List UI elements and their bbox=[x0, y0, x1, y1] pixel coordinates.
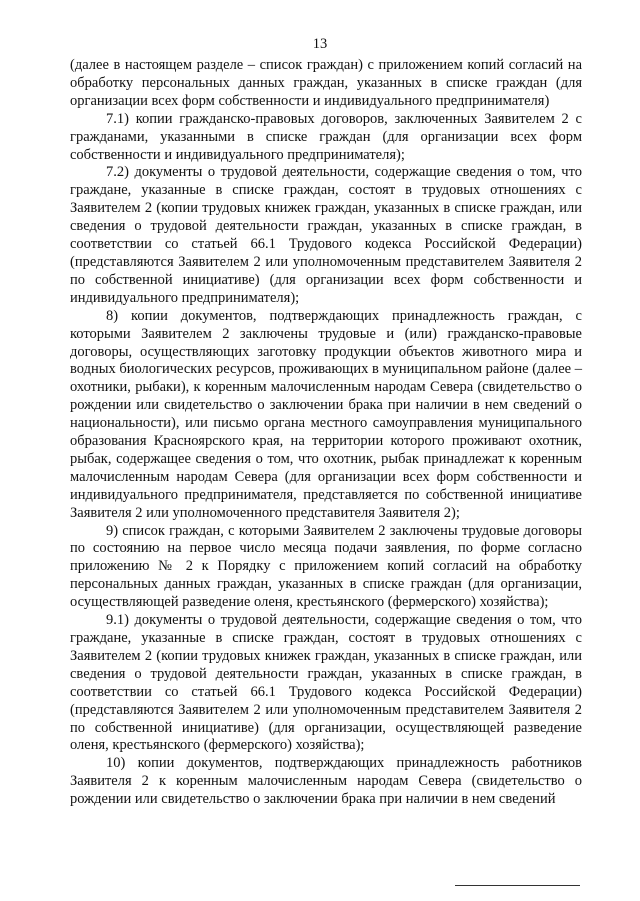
page-body bbox=[70, 57, 582, 809]
paragraph-continuation: (далее в настоящем разделе – список граждан) с приложением копий согласий на обработку персональных данных граждан, указанных в списке граждан (для организации всех форм собственности и индивидуального предпринимателя) bbox=[70, 57, 582, 109]
paragraph-item-7-2: 7.2) документы о трудовой деятельности, содержащие сведения о том, что граждане, указанные в списке граждан, состоят в трудовых отношениях с Заявителем 2 (копии трудовых книжек граждан, указанных в списке граждан, или сведения о трудовой деятельности граждан, указанных в списке граждан, в соответствии со статьей 66.1 Трудового кодекса Российской Федерации) (представляются Заявителем 2 или уполномоченным представителем Заявителя 2 по собственной инициативе) (для организации всех форм собственности и индивидуального предпринимателя); bbox=[70, 164, 582, 306]
paragraph-item-7-1: 7.1) копии гражданско-правовых договоров, заключенных Заявителем 2 с гражданами, указанными в списке граждан (для организации всех форм собственности и индивидуального предпринимателя); bbox=[70, 110, 582, 163]
paragraph-item-9-1: 9.1) документы о трудовой деятельности, содержащие сведения о том, что граждане, указанные в списке граждан, состоят в трудовых отношениях с Заявителем 2 (копии трудовых книжек граждан, указанных в списке граждан, или сведения о трудовой деятельности граждан, указанных в списке граждан, в соответствии со статьей 66.1 Трудового кодекса Российской Федерации) (представляются Заявителем 2 или уполномоченным представителем Заявителя 2 по собственной инициативе) (для организации, осуществляющей разведение оленя, крестьянского (фермерского) хозяйства); bbox=[70, 612, 582, 754]
page-number: 13 bbox=[312, 36, 328, 52]
paragraph-item-10: 10) копии документов, подтверждающих принадлежность работников Заявителя 2 к коренным малочисленным народам Севера (свидетельство о рождении или свидетельство о заключении брака при наличии в нем сведений bbox=[70, 755, 582, 808]
footer-rule bbox=[455, 885, 580, 886]
paragraph-item-9: 9) список граждан, с которыми Заявителем 2 заключены трудовые договоры по состоянию на первое число месяца подачи заявления, по форме согласно приложению № 2 к Порядку с приложением копий согласий на обработку персональных данных граждан, указанных в списке граждан (для организации, осуществляющей разведение оленя, крестьянского (фермерского) хозяйства); bbox=[70, 522, 582, 611]
paragraph-item-8: 8) копии документов, подтверждающих принадлежность граждан, с которыми Заявителем 2 заключены трудовые и (или) гражданско-правовые договоры, осуществляющих заготовку продукции объектов животного мира и водных биологических ресурсов, проживающих в муниципальном районе (далее – охотники, рыбаки), к коренным малочисленным народам Севера (свидетельство о рождении или свидетельство о заключении брака при наличии в нем сведений о национальности), или письмо органа местного самоуправления муниципального образования Красноярского края, на территории которого проживают охотник, рыбак, содержащее сведения о том, что охотник, рыбак принадлежат к коренным малочисленным народам Севера (для организации всех форм собственности и индивидуального предпринимателя, представляется по собственной инициативе Заявителя 2 или уполномоченного представителя Заявителя 2); bbox=[70, 307, 582, 521]
